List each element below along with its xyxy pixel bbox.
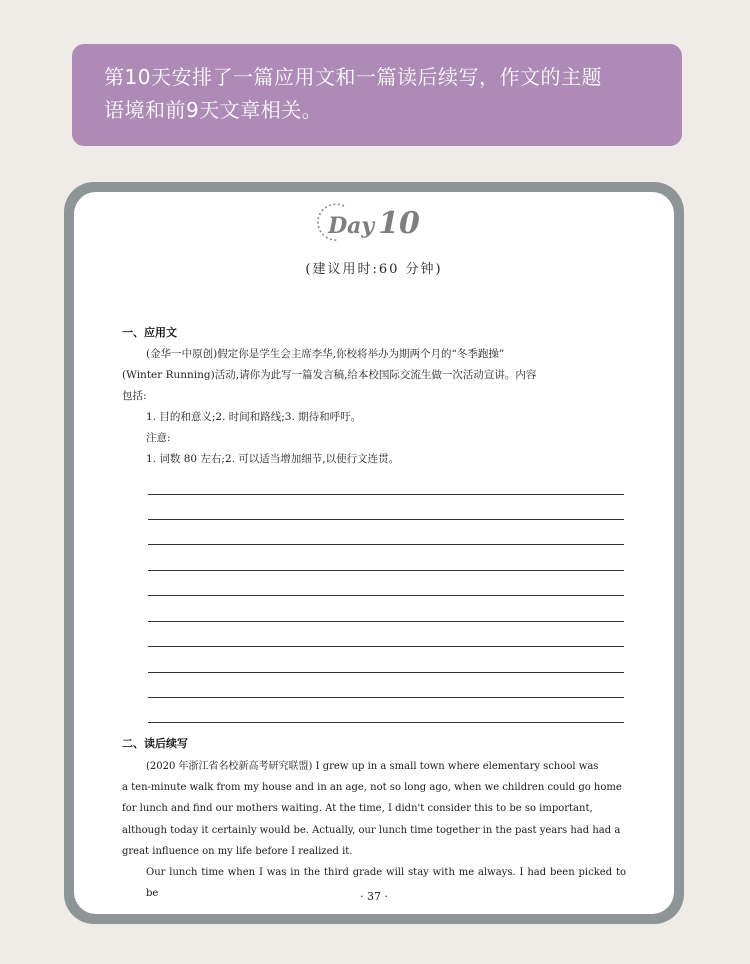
writing-line[interactable] xyxy=(148,646,624,647)
day-number: 10 xyxy=(378,206,420,241)
intro-banner xyxy=(72,44,682,146)
writing-line[interactable] xyxy=(148,595,624,596)
prompt-line: 注意: xyxy=(146,432,171,444)
passage-line: (2020 年浙江省名校新高考研究联盟) I grew up in a small town where elementary school was xyxy=(146,761,599,772)
writing-line[interactable] xyxy=(148,494,624,495)
writing-line[interactable] xyxy=(148,570,624,571)
writing-line[interactable] xyxy=(148,672,624,673)
prompt-line: (金华一中原创)假定你是学生会主席李华,你校将举办为期两个月的“冬季跑操” xyxy=(146,348,505,360)
passage-line: a ten-minute walk from my house and in an age, not so long ago, when we children could go home xyxy=(122,782,622,794)
prompt-line: (Winter Running)活动,请你为此写一篇发言稿,给本校国际交流生做一次活动宣讲。内容 xyxy=(122,369,537,381)
prompt-line: 1. 目的和意义;2. 时间和路线;3. 期待和呼吁。 xyxy=(146,411,362,423)
suggested-time: (建议用时:60 分钟) xyxy=(305,262,443,277)
writing-line[interactable] xyxy=(148,722,624,723)
writing-line[interactable] xyxy=(148,544,624,545)
passage-line: for lunch and find our mothers waiting. At the time, I didn't consider this to be so important, xyxy=(122,803,593,815)
section-1-prompt xyxy=(122,344,624,470)
day-word: Day xyxy=(328,213,375,239)
page-number: · 37 · xyxy=(360,890,388,903)
writing-line[interactable] xyxy=(148,621,624,622)
prompt-line: 包括: xyxy=(122,390,147,402)
banner-line-1: 第10天安排了一篇应用文和一篇读后续写，作文的主题 xyxy=(104,65,602,89)
passage-line: Our lunch time when I was in the third grade will stay with me always. I had been picked to be xyxy=(146,867,626,900)
worksheet-page xyxy=(74,192,674,914)
writing-line[interactable] xyxy=(148,697,624,698)
day-title xyxy=(74,206,674,241)
passage-line: great influence on my life before I realized it. xyxy=(122,845,353,857)
section-1-title: 一、应用文 xyxy=(122,326,177,339)
banner-line-2: 语境和前9天文章相关。 xyxy=(104,98,323,122)
prompt-line: 1. 词数 80 左右;2. 可以适当增加细节,以使行文连贯。 xyxy=(146,453,400,465)
passage-line: although today it certainly would be. Actually, our lunch time together in the past years had had a xyxy=(122,824,621,836)
writing-line[interactable] xyxy=(148,519,624,520)
section-2-title: 二、读后续写 xyxy=(122,737,188,750)
section-2-passage xyxy=(122,756,626,904)
